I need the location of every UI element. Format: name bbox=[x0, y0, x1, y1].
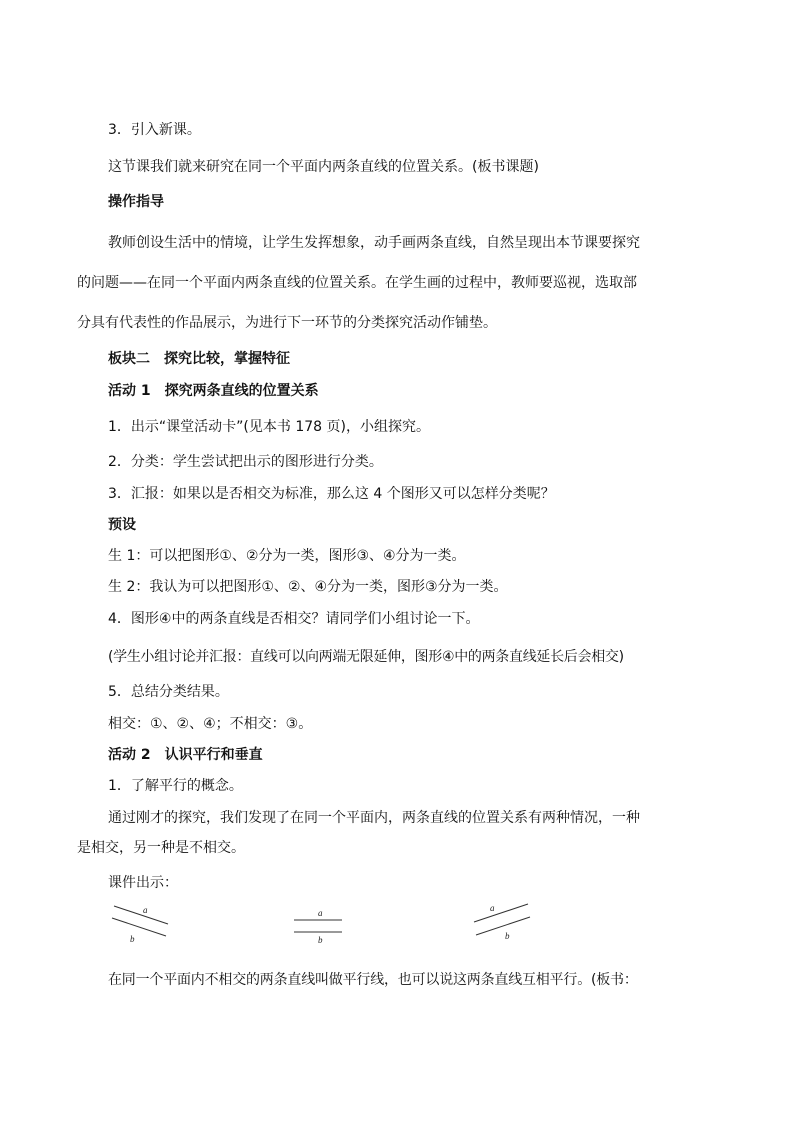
label-b: b bbox=[318, 935, 323, 945]
text-line: 课件出示： bbox=[108, 875, 178, 891]
activity-heading: 活动 1 探究两条直线的位置关系 bbox=[108, 383, 319, 399]
text-line: 教师创设生活中的情境，让学生发挥想象，动手画两条直线，自然呈现出本节课要探究 bbox=[108, 235, 640, 251]
text-line: 1．出示“课堂活动卡”(见本书 178 页)，小组探究。 bbox=[108, 419, 430, 435]
section-heading: 操作指导 bbox=[108, 194, 164, 210]
text-line: 在同一个平面内不相交的两条直线叫做平行线，也可以说这两条直线互相平行。(板书： bbox=[108, 972, 638, 988]
parallel-lines-figure-1 bbox=[108, 900, 172, 946]
label-b: b bbox=[130, 934, 135, 944]
text-line: 1．了解平行的概念。 bbox=[108, 778, 243, 794]
section-heading: 预设 bbox=[108, 517, 136, 533]
text-line: 通过刚才的探究，我们发现了在同一个平面内，两条直线的位置关系有两种情况，一种 bbox=[108, 810, 640, 826]
label-a: a bbox=[318, 908, 323, 918]
text-line: 3．汇报：如果以是否相交为标准，那么这 4 个图形又可以怎样分类呢？ bbox=[108, 486, 555, 502]
text-line: 4．图形④中的两条直线是否相交？请同学们小组讨论一下。 bbox=[108, 611, 480, 627]
parallel-lines-figure-2 bbox=[290, 902, 346, 948]
label-b: b bbox=[505, 931, 510, 941]
label-a: a bbox=[490, 903, 495, 913]
text-line: (学生小组讨论并汇报：直线可以向两端无限延伸，图形④中的两条直线延长后会相交) bbox=[108, 649, 624, 665]
text-line: 生 2：我认为可以把图形①、②、④分为一类，图形③分为一类。 bbox=[108, 579, 508, 595]
text-line: 这节课我们就来研究在同一个平面内两条直线的位置关系。(板书课题) bbox=[108, 159, 539, 175]
text-line: 5．总结分类结果。 bbox=[108, 684, 229, 700]
text-line: 生 1：可以把图形①、②分为一类，图形③、④分为一类。 bbox=[108, 548, 466, 564]
label-a: a bbox=[143, 905, 148, 915]
text-line: 3．引入新课。 bbox=[108, 122, 201, 138]
parallel-lines-figure-3 bbox=[470, 898, 534, 944]
text-line: 分具有代表性的作品展示，为进行下一环节的分类探究活动作铺垫。 bbox=[77, 315, 497, 331]
text-line: 的问题——在同一个平面内两条直线的位置关系。在学生画的过程中，教师要巡视，选取部 bbox=[77, 275, 637, 291]
text-line: 相交：①、②、④；不相交：③。 bbox=[108, 716, 313, 732]
text-line: 是相交，另一种是不相交。 bbox=[77, 840, 245, 856]
activity-heading: 活动 2 认识平行和垂直 bbox=[108, 747, 263, 763]
section-heading: 板块二 探究比较，掌握特征 bbox=[108, 351, 290, 367]
text-line: 2．分类：学生尝试把出示的图形进行分类。 bbox=[108, 454, 383, 470]
